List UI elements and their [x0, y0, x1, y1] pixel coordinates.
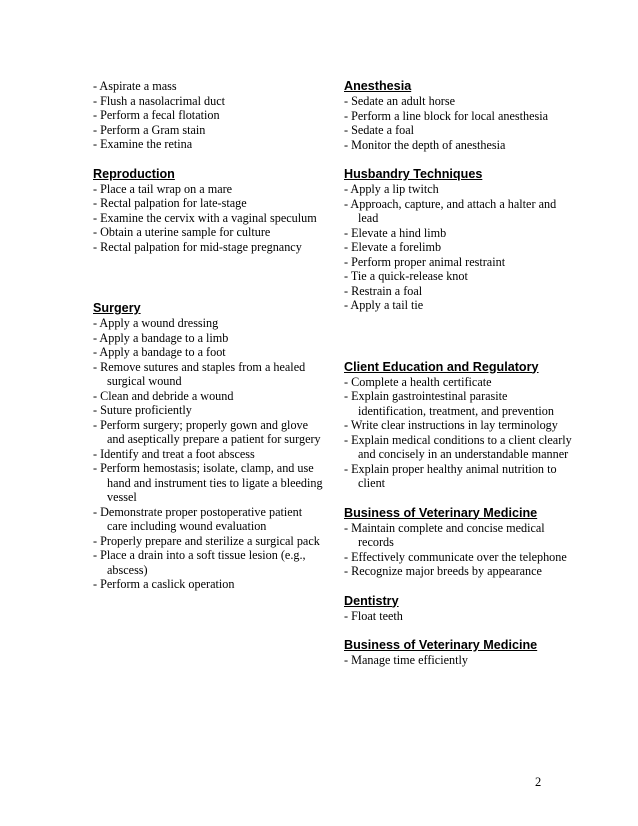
list-item: - Explain medical conditions to a client clearly and concisely in an understandable manner — [344, 432, 572, 461]
dentistry-list — [344, 609, 574, 624]
list-item: - Perform a fecal flotation — [93, 108, 220, 122]
section-heading-surgery: Surgery — [93, 301, 141, 315]
list-item: - Explain gastrointestinal parasite identification, treatment, and prevention — [344, 389, 554, 418]
list-item: - Perform a line block for local anesthesia — [344, 108, 549, 123]
client-education-list — [344, 375, 574, 491]
section-heading-business: Business of Veterinary Medicine — [344, 505, 538, 520]
list-item: - Examine the cervix with a vaginal speculum — [93, 210, 317, 225]
list-item: - Explain proper healthy animal nutrition to client — [344, 461, 557, 490]
list-item: - Apply a lip twitch — [344, 182, 439, 196]
section-business-1 — [344, 506, 574, 579]
list-item: - Obtain a uterine sample for culture — [93, 225, 271, 239]
list-item: - Perform hemostasis; isolate, clamp, and use hand and instrument ties to ligate a bleeding vessel — [93, 461, 323, 504]
list-item: - Approach, capture, and attach a halter and lead — [344, 196, 557, 225]
section-heading-dentistry: Dentistry — [344, 593, 399, 608]
right-column — [344, 79, 574, 683]
list-item: - Float teeth — [344, 608, 403, 623]
section-husbandry — [344, 167, 574, 313]
list-item: - Aspirate a mass — [93, 79, 177, 93]
list-item: - Manage time efficiently — [344, 653, 468, 667]
list-item: - Write clear instructions in lay terminology — [344, 418, 558, 432]
list-item: - Demonstrate proper postoperative patient care including wound evaluation — [93, 504, 303, 533]
list-item: - Perform surgery; properly gown and glove and aseptically prepare a patient for surgery — [93, 417, 321, 446]
list-item: - Perform a Gram stain — [93, 122, 206, 137]
business-2-list — [344, 653, 574, 668]
section-diagnostics — [93, 79, 325, 152]
list-item: - Sedate an adult horse — [344, 94, 456, 108]
section-client-education — [344, 360, 574, 491]
list-item: - Apply a wound dressing — [93, 316, 219, 330]
list-item: - Sedate a foal — [344, 123, 415, 137]
list-item: - Recognize major breeds by appearance — [344, 564, 542, 578]
business-list — [344, 521, 574, 579]
list-item: - Suture proficiently — [93, 403, 192, 417]
section-heading-anesthesia: Anesthesia — [344, 79, 412, 93]
anesthesia-list — [344, 94, 574, 152]
section-surgery — [93, 301, 325, 592]
list-item: - Restrain a foal — [344, 283, 423, 298]
section-heading-client-education: Client Education and Regulatory — [344, 359, 539, 374]
list-item: - Examine the retina — [93, 137, 193, 151]
list-item: - Remove sutures and staples from a healed surgical wound — [93, 359, 306, 388]
diagnostics-list — [93, 79, 325, 152]
surgery-list — [93, 316, 325, 592]
list-item: - Complete a health certificate — [344, 374, 492, 389]
list-item: - Tie a quick-release knot — [344, 269, 468, 283]
list-item: - Apply a tail tie — [344, 298, 424, 312]
reproduction-list — [93, 182, 325, 255]
section-heading-reproduction: Reproduction — [93, 166, 175, 181]
list-item: - Clean and debride a wound — [93, 388, 234, 403]
section-heading-business-2: Business of Veterinary Medicine — [344, 638, 538, 652]
list-item: - Identify and treat a foot abscess — [93, 446, 255, 461]
list-item: - Perform proper animal restraint — [344, 254, 506, 269]
list-item: - Maintain complete and concise medical records — [344, 520, 545, 549]
list-item: - Rectal palpation for late-stage — [93, 196, 247, 210]
list-item: - Flush a nasolacrimal duct — [93, 93, 225, 108]
husbandry-list — [344, 182, 574, 313]
list-item: - Perform a caslick operation — [93, 577, 235, 591]
section-heading-husbandry: Husbandry Techniques — [344, 167, 483, 181]
section-business-2 — [344, 638, 574, 668]
list-item: - Rectal palpation for mid-stage pregnancy — [93, 239, 302, 254]
section-anesthesia — [344, 79, 574, 152]
list-item: - Elevate a hind limb — [344, 225, 447, 240]
list-item: - Properly prepare and sterilize a surgical pack — [93, 533, 320, 548]
section-dentistry — [344, 594, 574, 624]
list-item: - Elevate a forelimb — [344, 240, 442, 254]
left-column — [93, 79, 325, 607]
list-item: - Place a drain into a soft tissue lesion (e.g., abscess) — [93, 548, 306, 577]
list-item: - Apply a bandage to a foot — [93, 345, 226, 359]
page-number: 2 — [535, 775, 542, 789]
list-item: - Apply a bandage to a limb — [93, 330, 229, 345]
list-item: - Effectively communicate over the telephone — [344, 549, 567, 564]
section-reproduction — [93, 167, 325, 255]
list-item: - Monitor the depth of anesthesia — [344, 137, 506, 152]
list-item: - Place a tail wrap on a mare — [93, 181, 233, 196]
